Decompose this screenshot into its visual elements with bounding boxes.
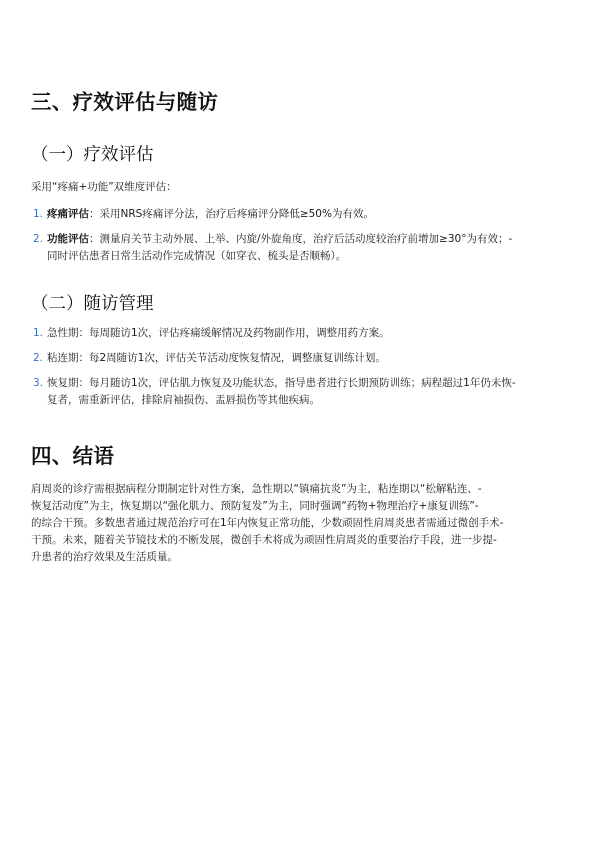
list-item xyxy=(31,350,591,367)
list-item xyxy=(31,231,591,265)
list-item xyxy=(31,206,591,223)
item-text: ：采用NRS疼痛评分法，治疗后疼痛评分降低≥50%为有效。 xyxy=(89,208,374,220)
list-item xyxy=(31,375,591,409)
section-4-heading: 四、结语 xyxy=(31,444,115,468)
subsection-followup-heading: （二）随访管理 xyxy=(31,294,154,314)
subsection-efficacy-heading: （一）疗效评估 xyxy=(31,145,154,165)
conclusion-line: 肩周炎的诊疗需根据病程分期制定针对性方案，急性期以“镇痛抗炎”为主，粘连期以“松解粘连、- xyxy=(31,483,482,495)
item-label: 疼痛评估 xyxy=(47,208,89,220)
efficacy-list xyxy=(31,206,591,273)
efficacy-intro: 采用“疼痛+功能”双维度评估： xyxy=(31,181,177,193)
list-item xyxy=(31,325,591,342)
conclusion-line: 升患者的治疗效果及生活质量。 xyxy=(31,551,178,563)
item-text: 急性期：每周随访1次，评估疼痛缓解情况及药物副作用，调整用药方案。 xyxy=(47,327,390,339)
list-number: 2. xyxy=(33,352,44,364)
list-number: 2. xyxy=(33,233,44,245)
conclusion-line: 干预。未来，随着关节镜技术的不断发展，微创手术将成为顽固性肩周炎的重要治疗手段，进一步提- xyxy=(31,534,497,546)
item-text: 粘连期：每2周随访1次，评估关节活动度恢复情况，调整康复训练计划。 xyxy=(47,352,386,364)
item-text: 恢复期：每月随访1次，评估肌力恢复及功能状态，指导患者进行长期预防训练；病程超过1年仍未恢- xyxy=(47,377,516,389)
item-text-continued: 复者，需重新评估，排除肩袖损伤、盂唇损伤等其他疾病。 xyxy=(47,394,320,406)
followup-list xyxy=(31,325,591,417)
list-number: 1. xyxy=(33,208,44,220)
item-label: 功能评估 xyxy=(47,233,89,245)
list-number: 1. xyxy=(33,327,44,339)
list-number: 3. xyxy=(33,377,44,389)
conclusion-line: 的综合干预。多数患者通过规范治疗可在1年内恢复正常功能，少数顽固性肩周炎患者需通过微创手术- xyxy=(31,517,504,529)
conclusion-line: 恢复活动度”为主，恢复期以“强化肌力、预防复发”为主，同时强调“药物+物理治疗+康复训练”- xyxy=(31,500,479,512)
item-text: ：测量肩关节主动外展、上举、内旋/外旋角度，治疗后活动度较治疗前增加≥30°为有效；- xyxy=(89,233,513,245)
section-3-heading: 三、疗效评估与随访 xyxy=(31,90,219,114)
item-text-continued: 同时评估患者日常生活动作完成情况（如穿衣、梳头是否顺畅）。 xyxy=(47,250,347,262)
